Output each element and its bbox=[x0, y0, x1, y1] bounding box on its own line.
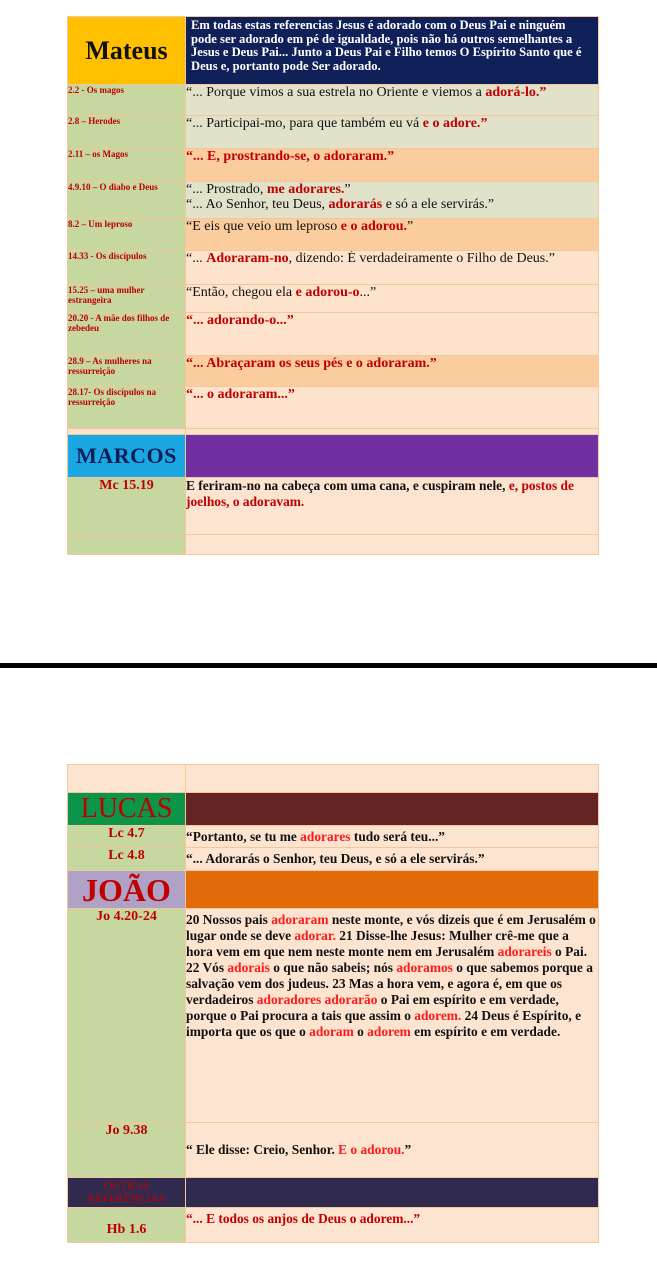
spacer-cell bbox=[186, 535, 599, 555]
verse-2-11: “... E, prostrando-se, o adoraram.” bbox=[186, 149, 599, 182]
verse-mc-15-19: E feriram-no na cabeça com uma cana, e cuspiram nele, e, postos de joelhos, o adoravam. bbox=[186, 478, 599, 535]
ref-jo-4-20-24: Jo 4.20-24 bbox=[68, 909, 186, 1123]
ref-lc-4-7: Lc 4.7 bbox=[68, 826, 186, 848]
verse-14-33: “... Adoraram-no, dizendo: É verdadeiramente o Filho de Deus.” bbox=[186, 251, 599, 285]
page-divider bbox=[0, 663, 657, 668]
marcos-bar bbox=[186, 435, 599, 478]
lucas-header: LUCAS bbox=[68, 793, 186, 826]
ref-2-11: 2.11 – os Magos bbox=[68, 149, 186, 182]
ref-8-2: 8.2 – Um leproso bbox=[68, 219, 186, 251]
spacer-cell bbox=[68, 535, 186, 555]
ref-lc-4-8: Lc 4.8 bbox=[68, 848, 186, 871]
lucas-bar bbox=[186, 793, 599, 826]
ref-hb-1-6: Hb 1.6 bbox=[68, 1208, 186, 1243]
verse-15-25: “Então, chegou ela e adorou-o...” bbox=[186, 285, 599, 313]
verse-hb-1-6: “... E todos os anjos de Deus o adorem...” bbox=[186, 1208, 599, 1243]
ref-4-9-10: 4.9.10 – O diabo e Deus bbox=[68, 182, 186, 219]
ref-28-17: 28.17- Os discípulos na ressurreição bbox=[68, 387, 186, 429]
verse-lc-4-7: “Portanto, se tu me adorares tudo será teu...” bbox=[186, 826, 599, 848]
verse-8-2: “E eis que veio um leproso e o adorou.” bbox=[186, 219, 599, 251]
joao-header: JOÃO bbox=[68, 871, 186, 909]
mateus-header: Mateus bbox=[68, 17, 186, 85]
verse-2-8: “... Participai-mo, para que também eu vá e o adore.” bbox=[186, 116, 599, 149]
outras-header: OUTRAS REFERÊNCIAS bbox=[68, 1178, 186, 1208]
verse-jo-9-38: “ Ele disse: Creio, Senhor. E o adorou.” bbox=[186, 1123, 599, 1178]
mateus-marcos-table bbox=[67, 16, 599, 555]
outras-bar bbox=[186, 1178, 599, 1208]
verse-jo-4-20-24: 20 Nossos pais adoraram neste monte, e vós dizeis que é em Jerusalém o lugar onde se deve adorar. 21 Disse-lhe Jesus: Mulher crê-me que a hora vem em que nem neste monte nem em Jerusalém adorareis o Pai. 22 Vós adorais o que não sabeis; nós adoramos o que sabemos porque a salvação vem dos judeus. 23 Mas a hora vem, e agora é, em que os verdadeiros adoradores adorarão o Pai em espírito e em verdade, porque o Pai procura a tais que assim o adorem. 24 Deus é Espírito, e importa que os que o adoram o adorem em espírito e em verdade. bbox=[186, 909, 599, 1123]
ref-jo-9-38: Jo 9.38 bbox=[68, 1123, 186, 1178]
ref-20-20: 20.20 - A mãe dos filhos de zebedeu bbox=[68, 313, 186, 356]
marcos-header: MARCOS bbox=[68, 435, 186, 478]
ref-15-25: 15.25 – uma mulher estrangeira bbox=[68, 285, 186, 313]
ref-28-9: 28.9 – As mulheres na ressurreição bbox=[68, 356, 186, 387]
verse-2-2: “... Porque vimos a sua estrela no Oriente e viemos a adorá-lo.” bbox=[186, 85, 599, 116]
verse-20-20: “... adorando-o...” bbox=[186, 313, 599, 356]
spacer-cell bbox=[186, 765, 599, 793]
verse-4-9-10: “... Prostrado, me adorares.” “... Ao Senhor, teu Deus, adorarás e só a ele servirás.” bbox=[186, 182, 599, 219]
verse-28-9: “... Abraçaram os seus pés e o adoraram.” bbox=[186, 356, 599, 387]
ref-2-8: 2.8 – Herodes bbox=[68, 116, 186, 149]
ref-14-33: 14.33 - Os discípulos bbox=[68, 251, 186, 285]
mateus-intro: Em todas estas referencias Jesus é adorado com o Deus Pai e ninguém pode ser adorado em pé de igualdade, pois não há outros semelhantes a Jesus e Deus Pai... Junto a Deus Pai e Filho temos O Espírito Santo que é Deus e, portanto pode Ser adorado. bbox=[186, 17, 599, 85]
joao-bar bbox=[186, 871, 599, 909]
lucas-joao-table bbox=[67, 764, 599, 1243]
spacer-cell bbox=[68, 765, 186, 793]
ref-2-2: 2.2 - Os magos bbox=[68, 85, 186, 116]
ref-mc-15-19: Mc 15.19 bbox=[68, 478, 186, 535]
verse-lc-4-8: “... Adorarás o Senhor, teu Deus, e só a ele servirás.” bbox=[186, 848, 599, 871]
verse-28-17: “... o adoraram...” bbox=[186, 387, 599, 429]
